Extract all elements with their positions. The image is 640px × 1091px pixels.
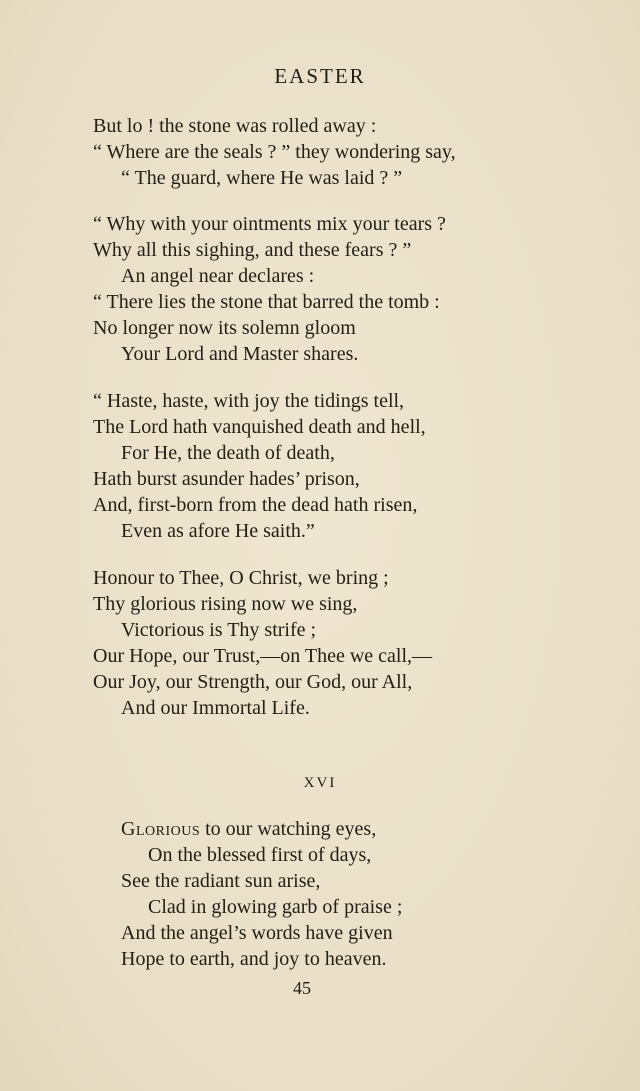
poem-line: Even as afore He saith.” bbox=[121, 520, 315, 542]
page-number: 45 bbox=[293, 978, 311, 998]
poem-line: And, first-born from the dead hath risen, bbox=[93, 494, 418, 516]
poem-line: Our Joy, our Strength, our God, our All, bbox=[93, 671, 413, 693]
poem-line: Thy glorious rising now we sing, bbox=[93, 593, 358, 615]
poem-line: Hath burst asunder hades’ prison, bbox=[93, 468, 360, 490]
poem-line: “ Why with your ointments mix your tears ? bbox=[93, 213, 446, 235]
poem-line: An angel near declares : bbox=[121, 265, 315, 287]
poem-line: Your Lord and Master shares. bbox=[121, 343, 359, 365]
opening-word: Glorious bbox=[121, 818, 201, 840]
poem-line: Honour to Thee, O Christ, we bring ; bbox=[93, 567, 389, 589]
poem-line: See the radiant sun arise, bbox=[121, 870, 321, 892]
poem-line: Our Hope, our Trust,—on Thee we call,— bbox=[93, 645, 433, 667]
poem-line: “ There lies the stone that barred the tomb : bbox=[93, 291, 440, 313]
poem-line: And our Immortal Life. bbox=[121, 697, 310, 719]
first-line-rest: to our watching eyes, bbox=[200, 818, 377, 840]
poem-line: “ The guard, where He was laid ? ” bbox=[121, 167, 403, 189]
poem-line: For He, the death of death, bbox=[121, 442, 335, 464]
poem-line: But lo ! the stone was rolled away : bbox=[93, 115, 377, 137]
poem-line: The Lord hath vanquished death and hell, bbox=[93, 416, 426, 438]
poem-line: “ Where are the seals ? ” they wondering say, bbox=[93, 141, 456, 163]
poem-line: No longer now its solemn gloom bbox=[93, 317, 356, 339]
poem-line: Hope to earth, and joy to heaven. bbox=[121, 948, 387, 970]
poem-line: “ Haste, haste, with joy the tidings tell, bbox=[93, 390, 405, 412]
poem-line-first bbox=[121, 816, 376, 842]
poem-line: Clad in glowing garb of praise ; bbox=[148, 896, 403, 918]
poem-line: Why all this sighing, and these fears ? ” bbox=[93, 239, 412, 261]
poem-line: Victorious is Thy strife ; bbox=[121, 619, 317, 641]
poem-line: And the angel’s words have given bbox=[121, 922, 393, 944]
poem-line: On the blessed first of days, bbox=[148, 844, 372, 866]
running-head: EASTER bbox=[274, 64, 366, 88]
section-number: XVI bbox=[303, 775, 337, 791]
